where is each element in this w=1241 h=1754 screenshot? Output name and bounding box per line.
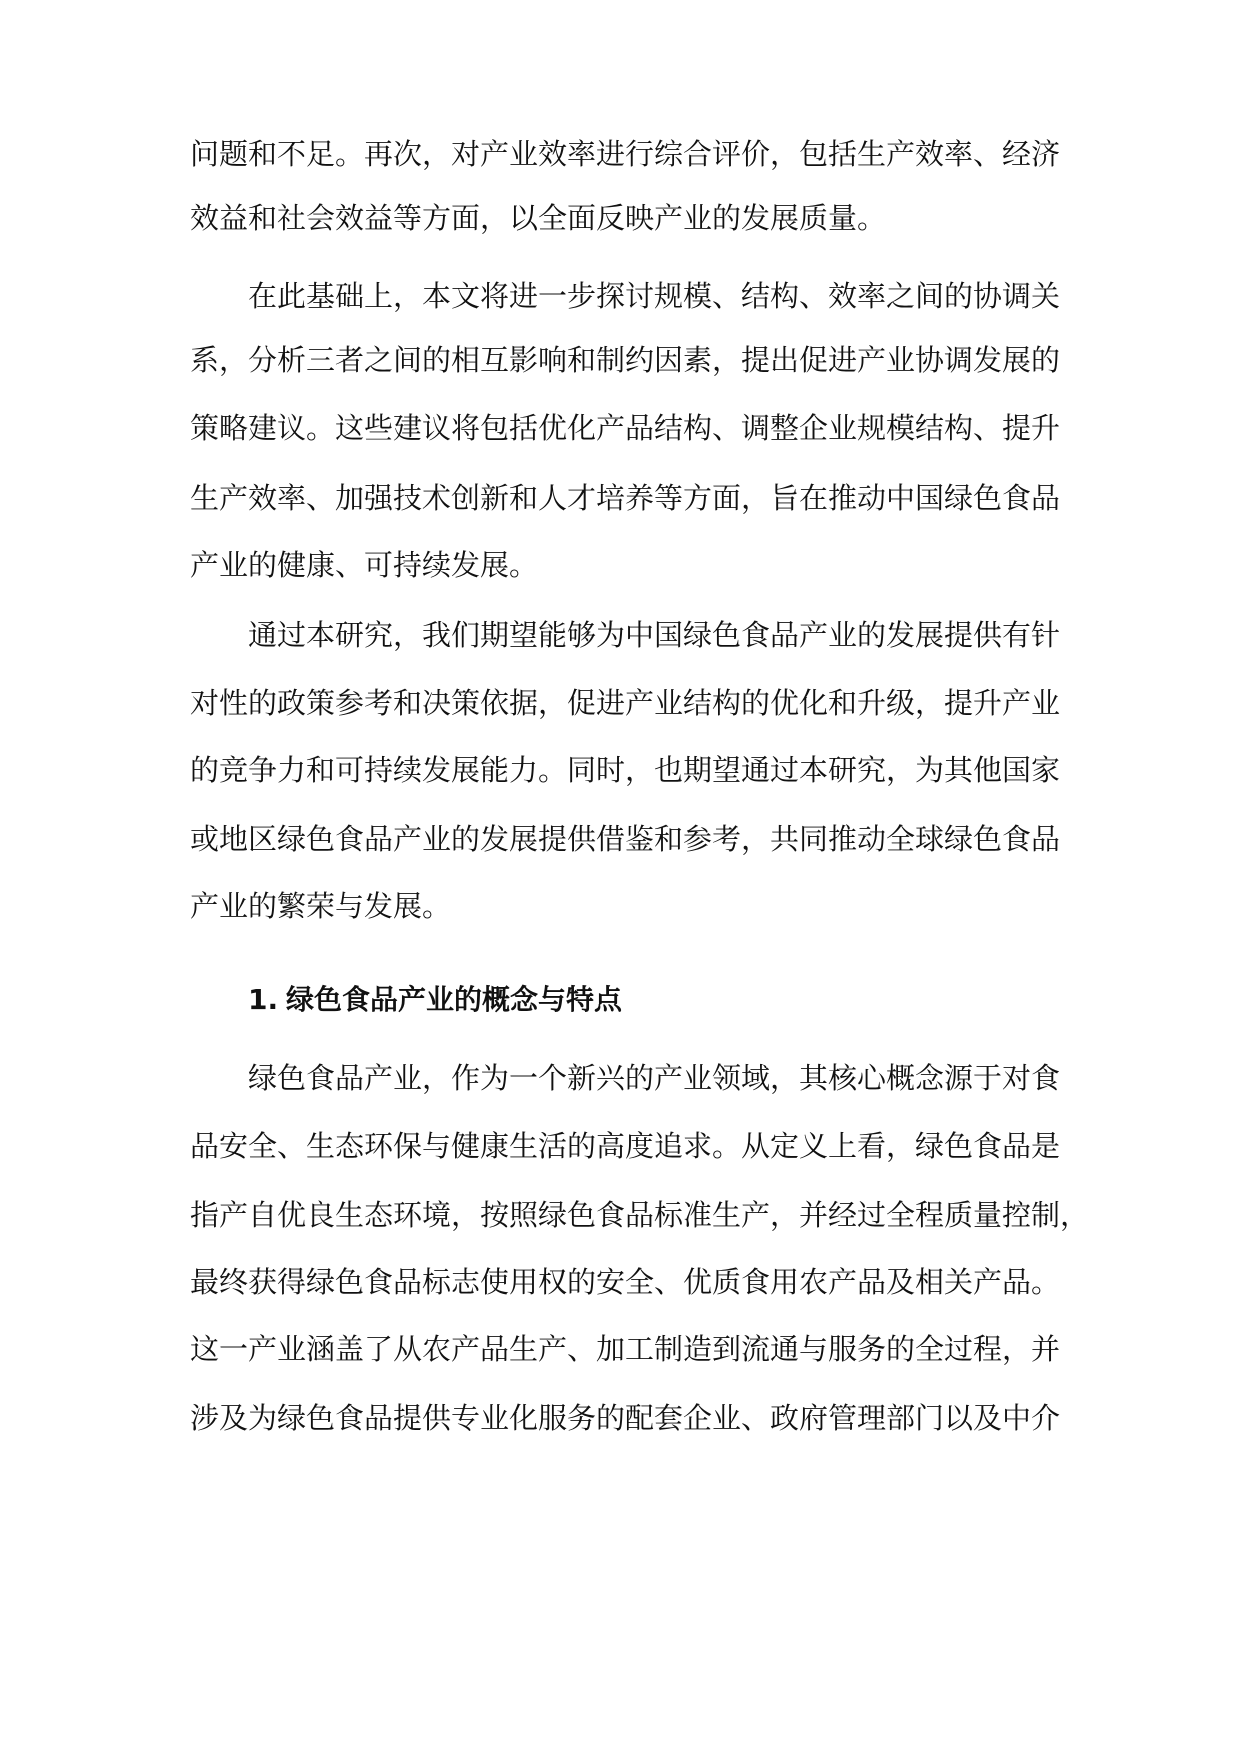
- body-text-line: 在此基础上，本文将进一步探讨规模、结构、效率之间的协调关: [248, 279, 1061, 313]
- body-text-line: 指产自优良生态环境，按照绿色食品标准生产，并经过全程质量控制，: [190, 1198, 1090, 1232]
- body-text-line: 涉及为绿色食品提供专业化服务的配套企业、政府管理部门以及中介: [190, 1401, 1061, 1435]
- section-heading: [248, 978, 1060, 1022]
- section-number: 1.: [248, 983, 279, 1016]
- body-text-line: 或地区绿色食品产业的发展提供借鉴和参考，共同推动全球绿色食品: [190, 822, 1061, 856]
- body-text-line: 通过本研究，我们期望能够为中国绿色食品产业的发展提供有针: [248, 618, 1061, 652]
- section-title: 绿色食品产业的概念与特点: [286, 983, 623, 1016]
- body-text-line: 效益和社会效益等方面，以全面反映产业的发展质量。: [190, 201, 887, 235]
- body-text-line: 问题和不足。再次，对产业效率进行综合评价，包括生产效率、经济: [190, 137, 1061, 171]
- body-text-line: 系，分析三者之间的相互影响和制约因素，提出促进产业协调发展的: [190, 343, 1061, 377]
- body-text-line: 策略建议。这些建议将包括优化产品结构、调整企业规模结构、提升: [190, 411, 1061, 445]
- body-text-line: 的竞争力和可持续发展能力。同时，也期望通过本研究，为其他国家: [190, 753, 1061, 787]
- body-text-line: 产业的繁荣与发展。: [190, 889, 452, 923]
- body-text-line: 产业的健康、可持续发展。: [190, 548, 539, 582]
- body-text-line: 生产效率、加强技术创新和人才培养等方面，旨在推动中国绿色食品: [190, 481, 1061, 515]
- body-text-line: 这一产业涵盖了从农产品生产、加工制造到流通与服务的全过程，并: [190, 1332, 1061, 1366]
- body-text-line: 对性的政策参考和决策依据，促进产业结构的优化和升级，提升产业: [190, 686, 1061, 720]
- body-text-line: 品安全、生态环保与健康生活的高度追求。从定义上看，绿色食品是: [190, 1129, 1061, 1163]
- body-text-line: 最终获得绿色食品标志使用权的安全、优质食用农产品及相关产品。: [190, 1265, 1061, 1299]
- body-text-line: 绿色食品产业，作为一个新兴的产业领域，其核心概念源于对食: [248, 1061, 1061, 1095]
